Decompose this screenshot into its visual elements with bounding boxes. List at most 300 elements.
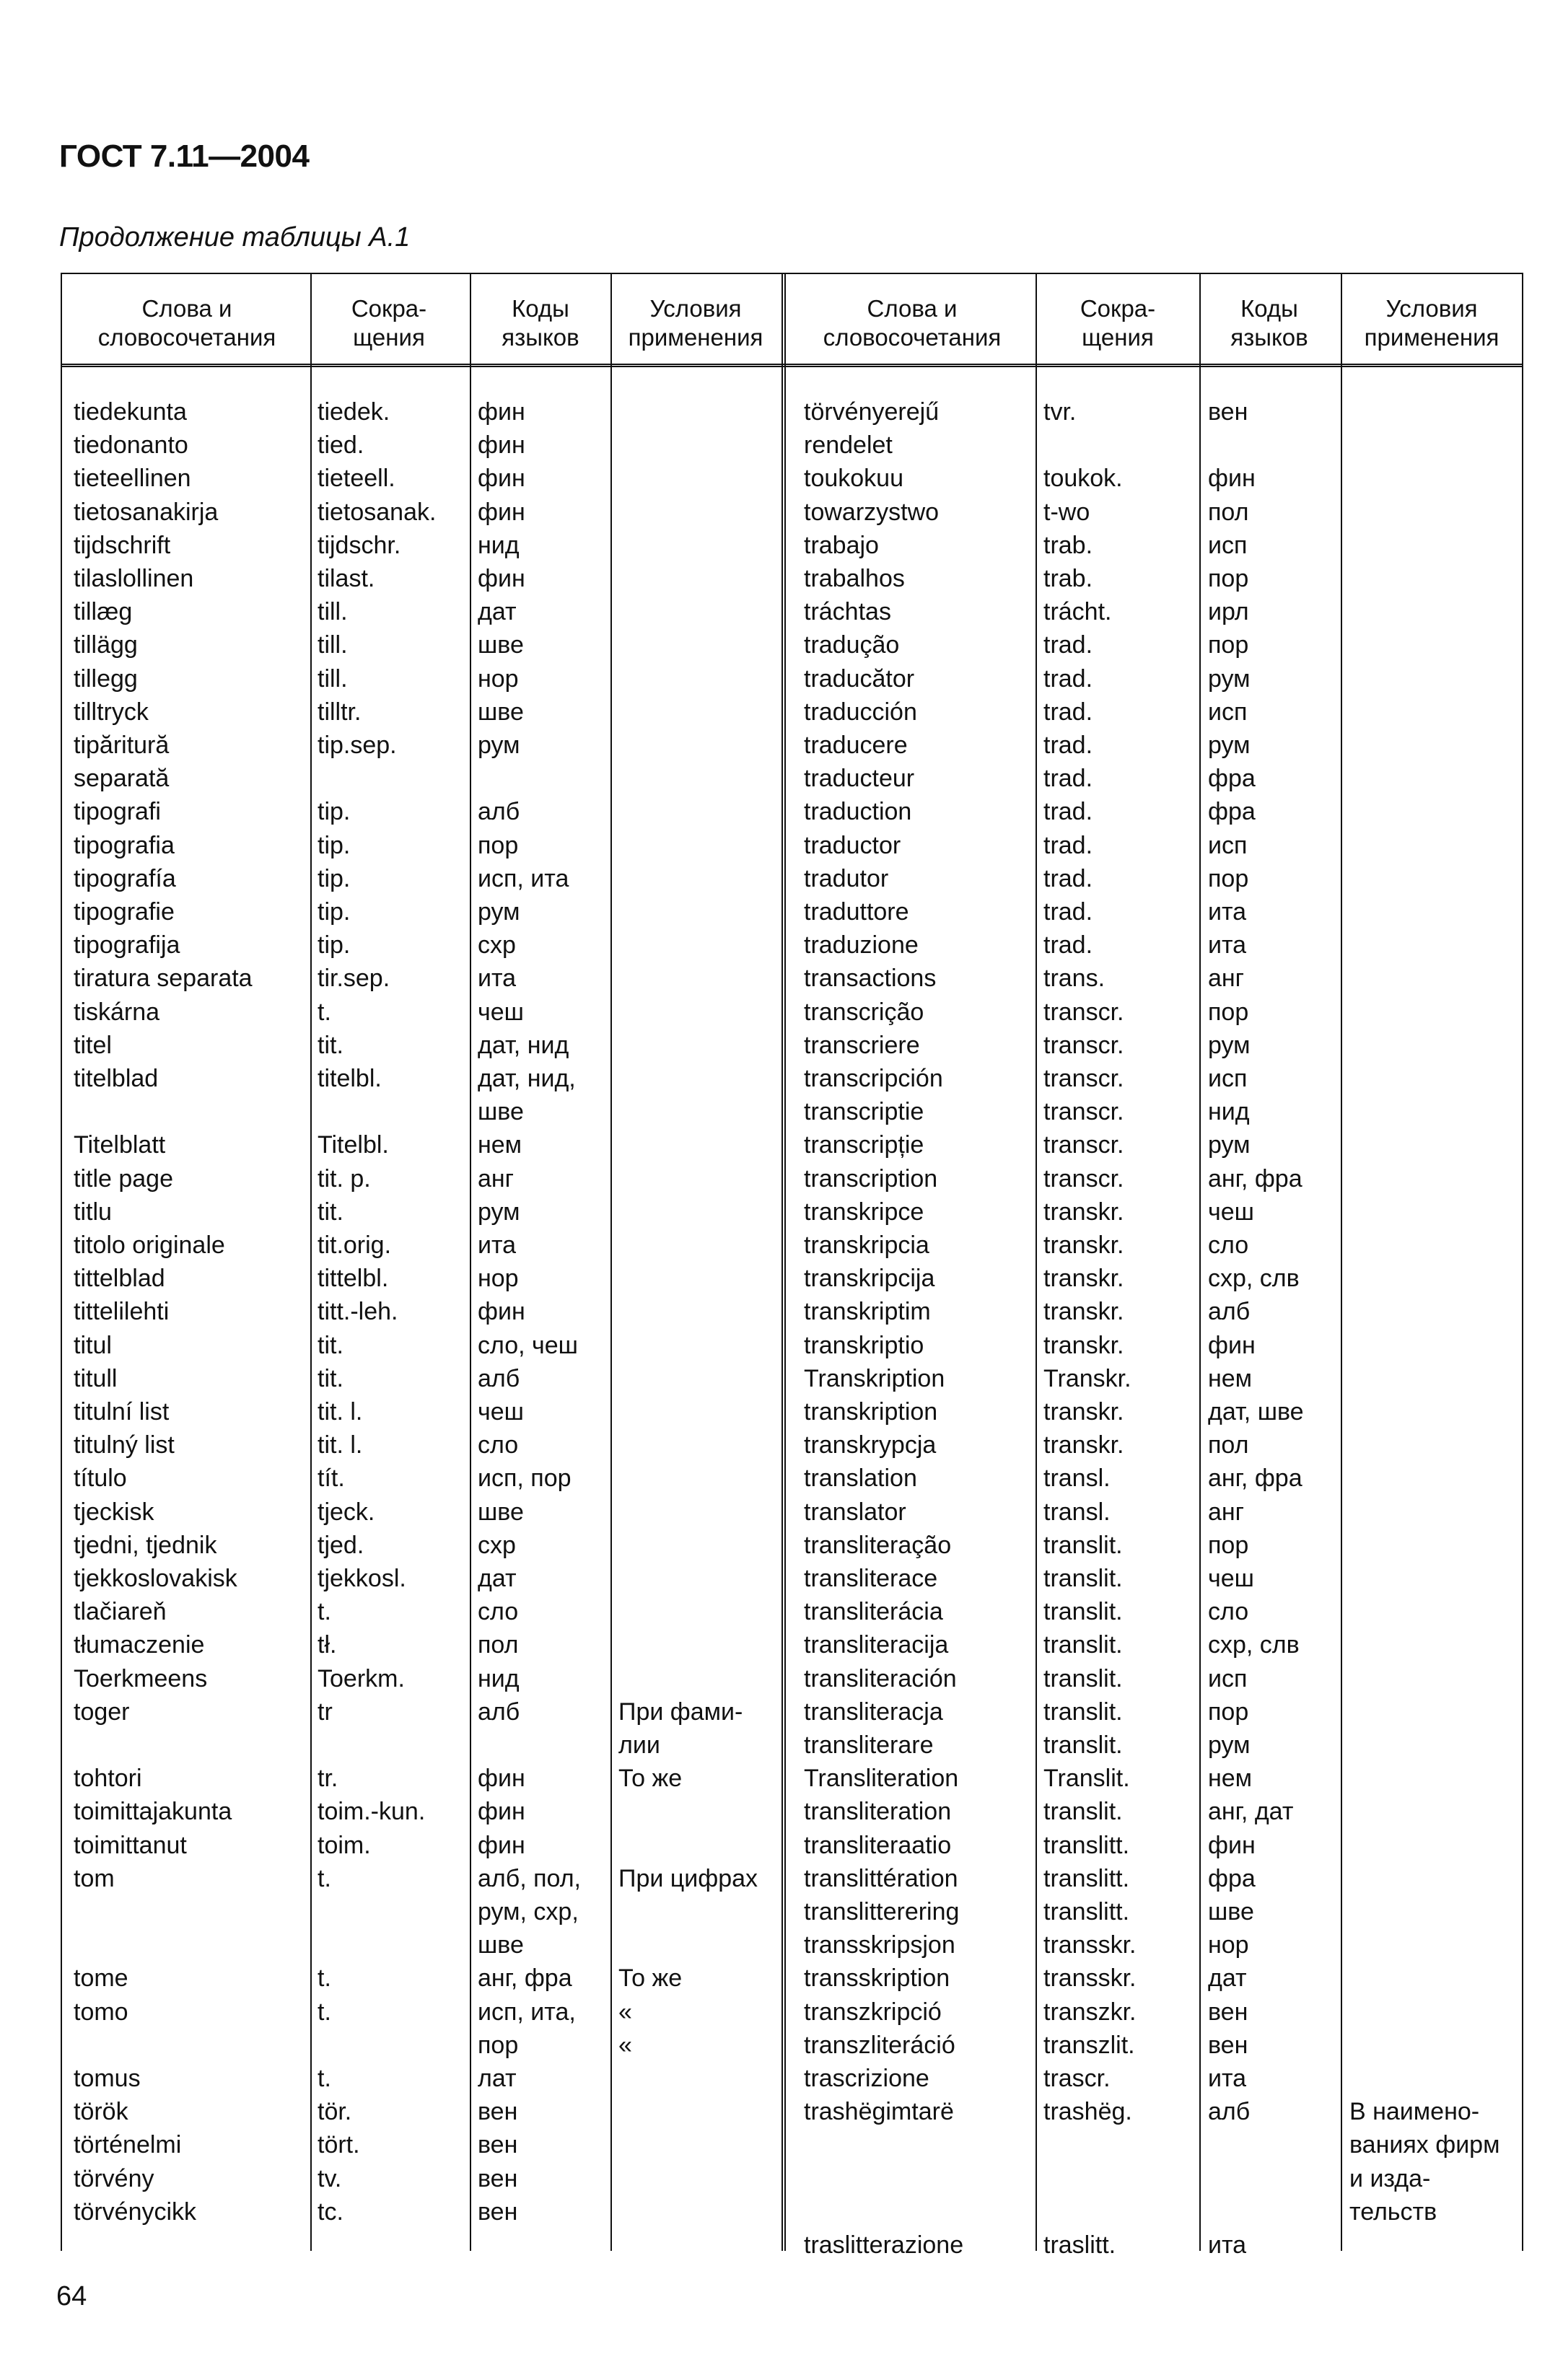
right-word-cell: transliteración	[804, 1664, 957, 1692]
left-abbr-cell: tit.	[318, 1031, 343, 1059]
right-word-cell: transkripce	[804, 1198, 924, 1226]
right-word-cell: traduttore	[804, 898, 909, 926]
left-lang-codes-cell: шве	[478, 631, 524, 659]
left-lang-codes-cell: дат, нид	[478, 1031, 569, 1059]
right-word-cell: transzkripció	[804, 1998, 942, 2026]
right-lang-codes-cell: пор	[1208, 998, 1249, 1026]
left-lang-codes-cell: анг	[478, 1164, 515, 1193]
right-abbr-cell: translit.	[1043, 1531, 1123, 1559]
left-lang-codes-cell: нем	[478, 1131, 522, 1159]
right-lang-codes-cell: сло	[1208, 1231, 1249, 1259]
left-lang-codes-cell: исп, ита	[478, 864, 569, 892]
right-abbr-cell: translitt.	[1043, 1898, 1130, 1925]
header-codes-left: Коды языков	[502, 295, 579, 351]
right-abbr-cell: translit.	[1043, 1631, 1123, 1659]
right-word-cell: traslitterazione	[804, 2231, 964, 2259]
left-abbr-cell: t.	[318, 1864, 331, 1892]
table-row	[61, 928, 1523, 962]
right-word-cell: translittération	[804, 1864, 958, 1892]
header-words-right: Слова и словосочетания	[823, 295, 1002, 351]
table-row	[61, 1262, 1523, 1295]
right-lang-codes-cell: анг, фра	[1208, 1164, 1302, 1193]
table-row	[61, 462, 1523, 495]
right-abbr-cell: toukok.	[1043, 465, 1123, 493]
left-lang-codes-cell: алб	[478, 1364, 520, 1392]
table-row	[61, 429, 1523, 462]
right-abbr-cell: transcr.	[1043, 1131, 1124, 1159]
right-word-cell: traducător	[804, 664, 915, 693]
left-lang-codes-cell: фин	[478, 1298, 525, 1326]
left-lang-codes-cell: нид	[478, 1664, 520, 1692]
right-word-cell: trabajo	[804, 531, 879, 559]
right-word-cell: trabalhos	[804, 565, 905, 592]
table-row	[61, 1762, 1523, 1795]
table-row	[61, 895, 1523, 928]
right-lang-codes-cell: исп	[1208, 831, 1248, 859]
right-abbr-cell: trad.	[1043, 798, 1093, 826]
right-abbr-cell: tvr.	[1043, 398, 1077, 426]
left-abbr-cell: tv.	[318, 2164, 342, 2192]
right-word-cell: transskripsjon	[804, 1931, 955, 1959]
left-word-cell: title page	[74, 1164, 173, 1193]
right-lang-codes-cell: рум	[1208, 732, 1251, 759]
right-abbr-cell: translit.	[1043, 1731, 1123, 1759]
left-word-cell: történelmi	[74, 2131, 182, 2159]
left-abbr-cell: tr.	[318, 1765, 338, 1793]
left-word-cell: tietosanakirja	[74, 498, 219, 526]
left-lang-codes-cell: рум	[478, 898, 520, 926]
left-abbr-cell: tit.	[318, 1198, 343, 1226]
right-lang-codes-cell: ита	[1208, 2065, 1247, 2092]
left-conditions-cell: То же	[618, 1964, 683, 1993]
left-word-cell: tjekkoslovakisk	[74, 1565, 237, 1592]
left-word-cell: tipografía	[74, 864, 176, 892]
left-abbr-cell: t.	[318, 1964, 331, 1993]
right-lang-codes-cell: пор	[1208, 1698, 1249, 1726]
right-abbr-cell: trad.	[1043, 831, 1093, 859]
right-word-cell: traducteur	[804, 765, 915, 793]
table-row	[61, 2062, 1523, 2095]
left-lang-codes-cell: фин	[478, 1798, 525, 1826]
left-lang-codes-cell: фин	[478, 1765, 525, 1793]
right-word-cell: transkriptim	[804, 1298, 931, 1326]
right-lang-codes-cell: исп	[1208, 1065, 1248, 1092]
table-row	[61, 496, 1523, 529]
right-abbr-cell: trans.	[1043, 965, 1106, 993]
header-words-left: Слова и словосочетания	[97, 295, 276, 351]
left-lang-codes-cell: нор	[478, 664, 519, 693]
right-word-cell: transkripcija	[804, 1265, 935, 1293]
left-abbr-cell: tjed.	[318, 1531, 364, 1559]
table-row	[61, 1628, 1523, 1661]
left-word-cell: tipăritură	[74, 732, 170, 759]
right-lang-codes-cell: нем	[1208, 1364, 1253, 1392]
left-lang-codes-cell: фин	[478, 1831, 525, 1859]
left-abbr-cell: tít.	[318, 1465, 345, 1493]
left-word-cell: tiedonanto	[74, 431, 188, 460]
right-abbr-cell: trad.	[1043, 931, 1093, 960]
right-abbr-cell: translit.	[1043, 1698, 1123, 1726]
right-word-cell: transzliteráció	[804, 2031, 955, 2059]
right-lang-codes-cell: фра	[1208, 798, 1256, 826]
right-word-cell: transcriptie	[804, 1098, 924, 1126]
table-row	[61, 1062, 1523, 1095]
table-row	[61, 1195, 1523, 1229]
left-word-cell: tome	[74, 1964, 128, 1993]
right-lang-codes-cell: схр, слв	[1208, 1265, 1300, 1293]
header-conditions-left: Условия применения	[628, 295, 763, 351]
table-row	[61, 1529, 1523, 1562]
left-word-cell: separată	[74, 765, 170, 793]
left-word-cell: toimittanut	[74, 1831, 187, 1859]
table-row	[61, 1562, 1523, 1595]
table-row	[61, 829, 1523, 862]
table-row	[61, 1329, 1523, 1362]
table-row	[61, 2128, 1523, 2161]
right-lang-codes-cell: пол	[1208, 1431, 1249, 1459]
right-abbr-cell: trad.	[1043, 732, 1093, 759]
right-abbr-cell: traslitt.	[1043, 2231, 1116, 2259]
left-abbr-cell: tied.	[318, 431, 364, 460]
right-abbr-cell: transskr.	[1043, 1931, 1137, 1959]
right-word-cell: törvényerejű	[804, 398, 940, 426]
left-lang-codes-cell: ита	[478, 1231, 517, 1259]
left-word-cell: titulní list	[74, 1398, 170, 1426]
right-word-cell: tráchtas	[804, 598, 891, 626]
table-row	[61, 1229, 1523, 1262]
right-abbr-cell: translitt.	[1043, 1864, 1130, 1892]
right-lang-codes-cell: дат, шве	[1208, 1398, 1304, 1426]
right-lang-codes-cell: пор	[1208, 1531, 1249, 1559]
right-word-cell: transliteracja	[804, 1698, 943, 1726]
right-lang-codes-cell: пор	[1208, 565, 1249, 592]
left-word-cell: titlu	[74, 1198, 112, 1226]
right-abbr-cell: trad.	[1043, 698, 1093, 726]
left-lang-codes-cell: фин	[478, 498, 525, 526]
right-abbr-cell: translit.	[1043, 1664, 1123, 1692]
left-word-cell: tilltryck	[74, 698, 149, 726]
right-word-cell: trashëgimtarë	[804, 2098, 954, 2126]
right-abbr-cell: trashëg.	[1043, 2098, 1132, 2126]
left-lang-codes-cell: фин	[478, 431, 525, 460]
left-word-cell: tłumaczenie	[74, 1631, 205, 1659]
left-word-cell: titelblad	[74, 1065, 159, 1092]
right-word-cell: Transliteration	[804, 1765, 959, 1793]
left-lang-codes-cell: пол	[478, 1631, 519, 1659]
right-word-cell: transcripción	[804, 1065, 943, 1092]
left-word-cell: tilaslollinen	[74, 565, 194, 592]
left-abbr-cell: tir.sep.	[318, 965, 390, 993]
right-abbr-cell: transzkr.	[1043, 1998, 1137, 2026]
left-abbr-cell: Titelbl.	[318, 1131, 389, 1159]
left-lang-codes-cell: шве	[478, 1098, 524, 1126]
right-abbr-cell: trab.	[1043, 565, 1093, 592]
left-abbr-cell: tieteell.	[318, 465, 395, 493]
left-abbr-cell: till.	[318, 664, 348, 693]
right-word-cell: transliteration	[804, 1798, 952, 1826]
left-lang-codes-cell: дат	[478, 1565, 517, 1592]
right-word-cell: traduction	[804, 798, 912, 826]
right-abbr-cell: transkr.	[1043, 1231, 1124, 1259]
left-word-cell: tiratura separata	[74, 965, 253, 993]
left-abbr-cell: tiedek.	[318, 398, 390, 426]
standard-title: ГОСТ 7.11—2004	[59, 139, 310, 174]
right-lang-codes-cell: нид	[1208, 1098, 1250, 1126]
left-conditions-cell: «	[618, 1998, 632, 2026]
table-row	[61, 1362, 1523, 1395]
right-word-cell: transcrição	[804, 998, 924, 1026]
left-abbr-cell: tit. l.	[318, 1431, 363, 1459]
right-abbr-cell: trácht.	[1043, 598, 1112, 626]
right-conditions-cell: тельств	[1349, 2197, 1437, 2226]
right-word-cell: translator	[804, 1498, 906, 1526]
left-abbr-cell: till.	[318, 598, 348, 626]
left-word-cell: Toerkmeens	[74, 1664, 208, 1692]
header-conditions-right: Условия применения	[1364, 295, 1499, 351]
left-lang-codes-cell: алб	[478, 1698, 520, 1726]
left-lang-codes-cell: пор	[478, 2031, 519, 2059]
right-lang-codes-cell: пор	[1208, 631, 1249, 659]
table-row	[61, 628, 1523, 662]
right-abbr-cell: transskr.	[1043, 1964, 1137, 1993]
header-abbr-left: Сокра- щения	[351, 295, 427, 351]
right-word-cell: transkriptio	[804, 1331, 924, 1359]
right-abbr-cell: translitt.	[1043, 1831, 1130, 1859]
table-row	[61, 2029, 1523, 2062]
left-abbr-cell: tip.	[318, 898, 351, 926]
left-abbr-cell: titt.-leh.	[318, 1298, 398, 1326]
right-lang-codes-cell: вен	[1208, 2031, 1248, 2059]
right-abbr-cell: trad.	[1043, 765, 1093, 793]
left-abbr-cell: tijdschr.	[318, 531, 401, 559]
left-word-cell: titulný list	[74, 1431, 175, 1459]
right-lang-codes-cell: пор	[1208, 864, 1249, 892]
left-abbr-cell: toim.	[318, 1831, 371, 1859]
right-lang-codes-cell: вен	[1208, 1998, 1248, 2026]
right-word-cell: traducere	[804, 732, 908, 759]
right-word-cell: traducción	[804, 698, 917, 726]
table-row	[61, 595, 1523, 628]
left-lang-codes-cell: нид	[478, 531, 520, 559]
right-word-cell: transliterácia	[804, 1598, 943, 1626]
left-lang-codes-cell: алб	[478, 798, 520, 826]
left-word-cell: tipografija	[74, 931, 180, 960]
left-word-cell: toger	[74, 1698, 130, 1726]
table-row	[61, 662, 1523, 695]
left-abbr-cell: tört.	[318, 2131, 360, 2159]
right-abbr-cell: trad.	[1043, 898, 1093, 926]
right-lang-codes-cell: анг, фра	[1208, 1465, 1302, 1493]
table-row	[61, 1662, 1523, 1695]
left-conditions-cell: «	[618, 2031, 632, 2059]
left-abbr-cell: tietosanak.	[318, 498, 437, 526]
table-row	[61, 1462, 1523, 1495]
right-lang-codes-cell: нем	[1208, 1765, 1253, 1793]
right-word-cell: towarzystwo	[804, 498, 940, 526]
right-abbr-cell: transl.	[1043, 1465, 1111, 1493]
right-word-cell: transkrypcja	[804, 1431, 937, 1459]
left-word-cell: toimittajakunta	[74, 1798, 232, 1826]
right-word-cell: toukokuu	[804, 465, 903, 493]
table-row	[61, 2228, 1523, 2262]
right-lang-codes-cell: ита	[1208, 2231, 1247, 2259]
right-lang-codes-cell: анг	[1208, 965, 1245, 993]
table-row	[61, 529, 1523, 562]
right-lang-codes-cell: сло	[1208, 1598, 1249, 1626]
right-abbr-cell: trad.	[1043, 631, 1093, 659]
left-lang-codes-cell: шве	[478, 1498, 524, 1526]
table-row	[61, 1395, 1523, 1428]
table-row	[61, 1128, 1523, 1162]
left-abbr-cell: tip.	[318, 931, 351, 960]
right-lang-codes-cell: анг	[1208, 1498, 1245, 1526]
right-word-cell: transliteraatio	[804, 1831, 952, 1859]
right-abbr-cell: Transkr.	[1043, 1364, 1131, 1392]
right-abbr-cell: transcr.	[1043, 1098, 1124, 1126]
left-abbr-cell: tip.	[318, 831, 351, 859]
left-word-cell: tillæg	[74, 598, 133, 626]
table-row	[61, 1829, 1523, 1862]
left-word-cell: tipografi	[74, 798, 161, 826]
left-word-cell: tom	[74, 1864, 115, 1892]
left-conditions-cell: То же	[618, 1765, 683, 1793]
left-abbr-cell: t.	[318, 2065, 331, 2092]
left-lang-codes-cell: схр	[478, 1531, 516, 1559]
left-lang-codes-cell: сло, чеш	[478, 1331, 578, 1359]
left-lang-codes-cell: шве	[478, 1931, 524, 1959]
right-word-cell: traductor	[804, 831, 901, 859]
right-lang-codes-cell: алб	[1208, 1298, 1251, 1326]
table-row	[61, 1862, 1523, 1895]
table-row	[61, 1029, 1523, 1062]
left-word-cell: törvény	[74, 2164, 154, 2192]
table-row	[61, 695, 1523, 729]
left-lang-codes-cell: дат, нид,	[478, 1065, 576, 1092]
table-row	[61, 395, 1523, 429]
left-lang-codes-cell: схр	[478, 931, 516, 960]
right-abbr-cell: t-wo	[1043, 498, 1090, 526]
table-row	[61, 1595, 1523, 1628]
left-lang-codes-cell: пор	[478, 831, 519, 859]
right-word-cell: trascrizione	[804, 2065, 929, 2092]
left-abbr-cell: tc.	[318, 2197, 343, 2226]
right-abbr-cell: transkr.	[1043, 1398, 1124, 1426]
right-abbr-cell: transl.	[1043, 1498, 1111, 1526]
left-lang-codes-cell: фин	[478, 398, 525, 426]
table-row	[61, 1962, 1523, 1995]
table-row	[61, 1162, 1523, 1195]
right-lang-codes-cell: рум	[1208, 664, 1251, 693]
right-abbr-cell: transcr.	[1043, 1065, 1124, 1092]
right-lang-codes-cell: пол	[1208, 498, 1249, 526]
left-word-cell: tieteellinen	[74, 465, 191, 493]
left-word-cell: törvénycikk	[74, 2197, 197, 2226]
left-word-cell: título	[74, 1465, 127, 1493]
right-lang-codes-cell: нор	[1208, 1931, 1249, 1959]
left-word-cell: tipografia	[74, 831, 175, 859]
left-abbr-cell: t.	[318, 1598, 331, 1626]
left-word-cell: tittelblad	[74, 1265, 165, 1293]
left-word-cell: tjedni, tjednik	[74, 1531, 217, 1559]
right-word-cell: transcriere	[804, 1031, 920, 1059]
left-abbr-cell: tit.	[318, 1364, 343, 1392]
table-row	[61, 562, 1523, 595]
left-lang-codes-cell: фин	[478, 565, 525, 592]
right-lang-codes-cell: фра	[1208, 765, 1256, 793]
left-lang-codes-cell: вен	[478, 2197, 518, 2226]
right-lang-codes-cell: дат	[1208, 1964, 1247, 1993]
right-abbr-cell: trad.	[1043, 864, 1093, 892]
left-word-cell: titolo originale	[74, 1231, 225, 1259]
right-conditions-cell: ваниях фирм	[1349, 2131, 1500, 2159]
right-conditions-cell: и изда-	[1349, 2164, 1431, 2192]
left-lang-codes-cell: рум, схр,	[478, 1898, 579, 1925]
left-abbr-cell: tittelbl.	[318, 1265, 389, 1293]
table-row	[61, 762, 1523, 795]
right-abbr-cell: transkr.	[1043, 1331, 1124, 1359]
left-word-cell: titull	[74, 1364, 118, 1392]
left-abbr-cell: t.	[318, 998, 331, 1026]
left-abbr-cell: tjekkosl.	[318, 1565, 406, 1592]
right-word-cell: transliterare	[804, 1731, 934, 1759]
right-conditions-cell: В наимено-	[1349, 2098, 1480, 2126]
left-lang-codes-cell: дат	[478, 598, 517, 626]
left-word-cell: titul	[74, 1331, 112, 1359]
left-word-cell: tlačiareň	[74, 1598, 167, 1626]
right-word-cell: transliteracija	[804, 1631, 949, 1659]
left-word-cell: Titelblatt	[74, 1131, 166, 1159]
left-abbr-cell: till.	[318, 631, 348, 659]
left-abbr-cell: toim.-kun.	[318, 1798, 426, 1826]
right-lang-codes-cell: фин	[1208, 465, 1256, 493]
right-abbr-cell: translit.	[1043, 1598, 1123, 1626]
right-lang-codes-cell: вен	[1208, 398, 1248, 426]
right-word-cell: transkription	[804, 1398, 938, 1426]
table-row	[61, 795, 1523, 828]
right-abbr-cell: transzlit.	[1043, 2031, 1135, 2059]
header-double-rule	[61, 364, 1523, 367]
table-row	[61, 1295, 1523, 1328]
right-word-cell: rendelet	[804, 431, 893, 460]
right-abbr-cell: transkr.	[1043, 1198, 1124, 1226]
left-word-cell: tiedekunta	[74, 398, 187, 426]
left-lang-codes-cell: анг, фра	[478, 1964, 572, 1993]
right-word-cell: traduzione	[804, 931, 919, 960]
left-lang-codes-cell: чеш	[478, 998, 524, 1026]
left-abbr-cell: tit.orig.	[318, 1231, 392, 1259]
left-lang-codes-cell: лат	[478, 2065, 517, 2092]
left-abbr-cell: titelbl.	[318, 1065, 382, 1092]
right-abbr-cell: transkr.	[1043, 1265, 1124, 1293]
right-lang-codes-cell: рум	[1208, 1031, 1251, 1059]
left-word-cell: tiskárna	[74, 998, 160, 1026]
left-conditions-cell: При фами-	[618, 1698, 743, 1726]
table-row	[61, 962, 1523, 995]
table-row	[61, 1795, 1523, 1828]
right-abbr-cell: translit.	[1043, 1798, 1123, 1826]
right-lang-codes-cell: фин	[1208, 1331, 1256, 1359]
right-word-cell: transcripție	[804, 1131, 924, 1159]
right-lang-codes-cell: рум	[1208, 1731, 1251, 1759]
right-lang-codes-cell: анг, дат	[1208, 1798, 1294, 1826]
left-lang-codes-cell: вен	[478, 2131, 518, 2159]
left-abbr-cell: tip.	[318, 798, 351, 826]
left-conditions-cell: лии	[618, 1731, 660, 1759]
right-lang-codes-cell: рум	[1208, 1131, 1251, 1159]
left-word-cell: tillegg	[74, 664, 138, 693]
left-word-cell: tomo	[74, 1998, 128, 2026]
left-abbr-cell: tör.	[318, 2098, 352, 2126]
